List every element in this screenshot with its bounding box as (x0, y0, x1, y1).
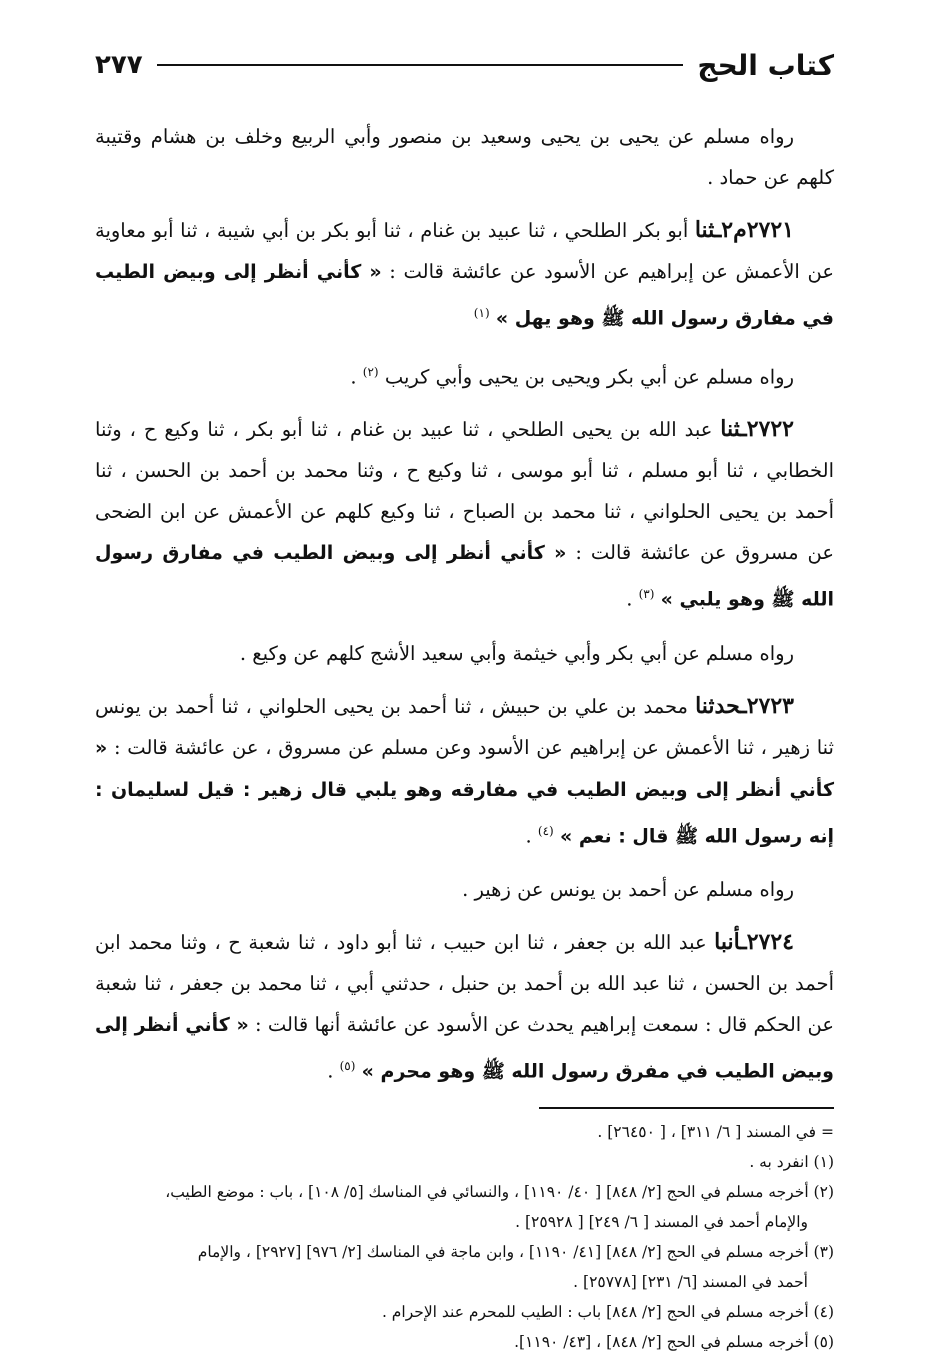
narration-paragraph: رواه مسلم عن أبي بكر وأبي خيثمة وأبي سعيد الأشج كلهم عن وكيع . (239, 641, 794, 665)
hadith-2724 (95, 922, 834, 1093)
hadith-chain: عبد الله بن جعفر ، ثنا ابن حبيب ، ثنا أبو داود ، ثنا شعبة ح ، وثنا محمد ابن أحمد بن الحسن ، ثنا عبد الله بن أحمد بن حنبل ، حدثني أبي ، ثنا محمد بن جعفر ، ثنا شعبة عن الحكم قال : سمعت إبراهيم يحدث عن الأسود عن عائشة أنها قالت : (95, 931, 834, 1036)
footnote-line: أحمد في المسند [٦/ ٢٣١] [٢٥٧٧٨] . (573, 1272, 808, 1291)
transmission-verb: حدثنا (695, 692, 741, 719)
hadith-chain: أبو بكر الطلحي ، ثنا عبيد بن غنام ، ثنا أبو بكر بن أبي شيبة ، ثنا أبو معاوية عن الأعمش عن إبراهيم عن الأسود عن عائشة قالت : (95, 219, 834, 283)
footnote-line: والإمام أحمد في المسند [ ٦/ ٢٤٩] [ ٢٥٩٢٨] . (515, 1212, 808, 1231)
narration-end: . (350, 365, 363, 388)
hadith-2722 (95, 409, 834, 621)
footnote-ref: (٣) (638, 587, 655, 601)
hadith-end: . (525, 824, 538, 847)
transmission-verb: ثنا (720, 416, 741, 442)
hadith-number: ٢٧٢٢ـ (740, 416, 794, 442)
footnote-ref: (١) (473, 306, 490, 320)
narration-paragraph (95, 352, 834, 398)
hadith-chain: محمد بن علي بن حبيش ، ثنا أحمد بن يحيى الحلواني ، ثنا أحمد بن يونس ثنا زهير ، ثنا الأعمش عن إبراهيم عن الأسود وعن مسلم عن مسروق ، عن عائشة قالت : (95, 694, 834, 759)
footnote-line: (١) انفرد به . (749, 1152, 834, 1171)
hadith-end: . (626, 587, 639, 611)
footnote-line: (٢) أخرجه مسلم في الحج [٢/ ٨٤٨] [ ٤٠/ ١١٩٠] ، والنسائي في المناسك [٥/ ١٠٨] ، باب : موضع الطيب، (165, 1182, 834, 1201)
hadith-quote: « كأني أنظر إلى وبيض الطيب في مفرق رسول الله ﷺ وهو محرم » (95, 1014, 834, 1083)
hadith-chain: عبد الله بن يحيى الطلحي ، ثنا عبيد بن غنام ، ثنا أبو بكر ، ثنا وكيع ح ، وثنا الخطابي ، ثنا أبو مسلم ، ثنا أبو موسى ، ثنا وكيع ح ، وثنا محمد بن أحمد بن الحسن ، ثنا أحمد بن يحيى الحلواني ، ثنا محمد بن الصباح ، ثنا وكيع كلهم عن الأعمش عن ابن الضحى عن مسروق عن عائشة قالت : (95, 418, 835, 564)
footnotes-rule (539, 1107, 834, 1109)
hadith-quote: « كأني أنظر إلى وبيض الطيب في مفارق رسول الله ﷺ وهو يلبي » (95, 542, 834, 611)
footnote-line: (٤) أخرجه مسلم في الحج [٢/ ٨٤٨] باب : الطيب للمحرم عند الإحرام . (381, 1302, 834, 1321)
footnote-line: = في المسند [ ٦/ ٣١١] ، [ ٢٦٤٥٠] . (597, 1122, 834, 1141)
narration-paragraph: رواه مسلم عن أحمد بن يونس عن زهير . (462, 878, 794, 901)
hadith-number: ٢٧٢١م٢ـ (714, 217, 794, 243)
footnotes (95, 1117, 834, 1357)
footnote-line: (٣) أخرجه مسلم في الحج [٢/ ٨٤٨] [٤١/ ١١٩٠] ، وابن ماجة في المناسك [٢/ ٩٧٦] [٢٩٢٧] ، والإمام (197, 1242, 834, 1261)
hadith-2721 (95, 210, 834, 340)
footnote-ref: (٥) (339, 1059, 356, 1073)
narration-text: رواه مسلم عن أبي بكر ويحيى بن يحيى وأبي كريب (384, 365, 794, 388)
running-title: كتاب الحج (697, 48, 834, 82)
main-text (95, 116, 834, 1093)
narration-paragraph: رواه مسلم عن يحيى بن يحيى وسعيد بن منصور وأبي الربيع وخلف بن هشام وقتيبة كلهم عن حماد . (95, 125, 834, 189)
footnote-ref: (٢) (362, 364, 379, 379)
hadith-end: . (327, 1059, 340, 1083)
page-header (95, 36, 834, 94)
page-number: ٢٧٧ (95, 50, 143, 80)
hadith-number: ٢٧٢٣ـ (740, 692, 794, 719)
hadith-quote: « كأني أنظر إلى وبيض الطيب في مفارقه وهو يلبي قال زهير : قيل لسليمان : إنه رسول الله ﷺ قال : نعم » (95, 736, 834, 847)
footnote-ref: (٤) (537, 823, 554, 838)
hadith-quote: « كأني أنظر إلى وبيض الطيب في مفارق رسول الله ﷺ وهو يهل » (95, 261, 834, 330)
hadith-2723 (95, 686, 834, 858)
transmission-verb: أنبا (714, 929, 741, 955)
transmission-verb: ثنا (694, 217, 715, 243)
hadith-number: ٢٧٢٤ـ (740, 929, 794, 955)
footnote-line: (٥) أخرجه مسلم في الحج [٢/ ٨٤٨] ، [٤٣/ ١١٩٠]. (514, 1332, 834, 1351)
header-rule (157, 64, 684, 66)
